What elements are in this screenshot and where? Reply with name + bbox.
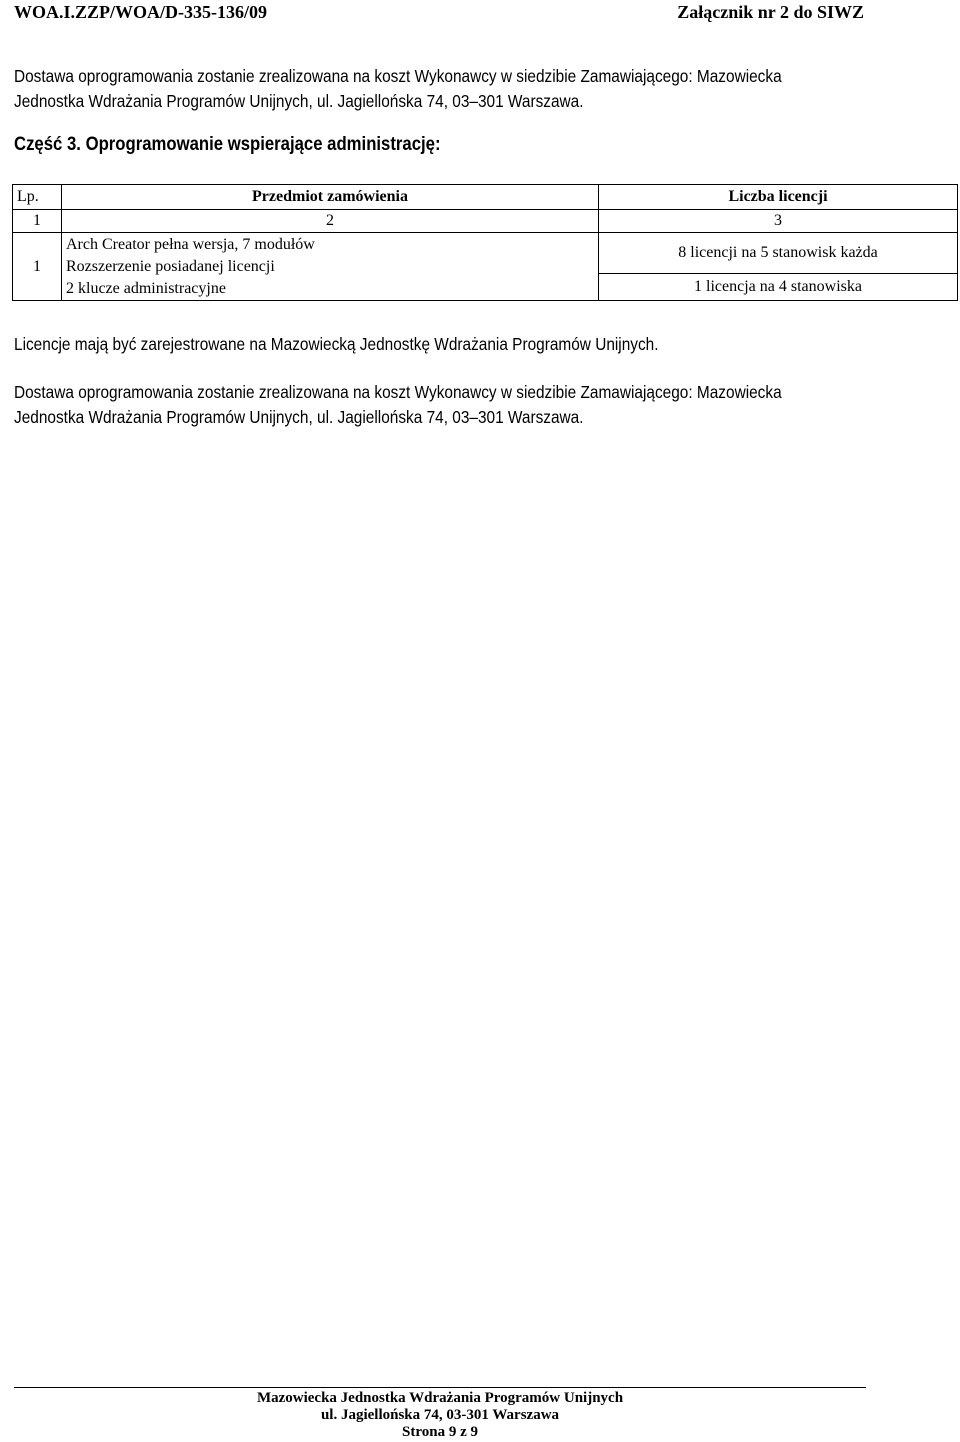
item-line-3: 2 klucze administracyjne	[66, 279, 226, 297]
table-header-row	[13, 185, 958, 210]
license-cell-1: 8 licencji na 5 stanowisk każda	[599, 233, 958, 274]
delivery-paragraph-top	[14, 64, 782, 114]
table-row	[13, 233, 958, 274]
section-heading: Część 3. Oprogramowanie wspierające administrację:	[14, 134, 441, 155]
delivery-line-1: Dostawa oprogramowania zostanie zrealizowana na koszt Wykonawcy w siedzibie Zamawiającego: Mazowiecka	[14, 66, 782, 86]
header-licenses: Liczba licencji	[599, 185, 958, 210]
annex-label: Załącznik nr 2 do SIWZ	[677, 2, 864, 22]
document-reference: WOA.I.ZZP/WOA/D-335-136/09	[14, 2, 268, 22]
number-col-2: 2	[62, 210, 599, 233]
number-col-3: 3	[599, 210, 958, 233]
footer-divider	[14, 1387, 866, 1388]
order-table	[12, 184, 958, 301]
number-col-1: 1	[13, 210, 62, 233]
footer-address: ul. Jagiellońska 74, 03-301 Warszawa	[320, 1407, 560, 1423]
header-lp: Lp.	[13, 185, 62, 210]
table-number-row	[13, 210, 958, 233]
row-items	[62, 233, 599, 301]
footer	[14, 1390, 866, 1441]
license-cell-2: 1 licencja na 4 stanowiska	[599, 274, 958, 301]
delivery-line-1: Dostawa oprogramowania zostanie zrealizowana na koszt Wykonawcy w siedzibie Zamawiającego: Mazowiecka	[14, 382, 782, 402]
item-line-1: Arch Creator pełna wersja, 7 modułów	[66, 235, 315, 253]
delivery-line-2: Jednostka Wdrażania Programów Unijnych, ul. Jagiellońska 74, 03–301 Warszawa.	[14, 91, 584, 111]
header-subject: Przedmiot zamówienia	[62, 185, 599, 210]
delivery-paragraph-bottom	[14, 380, 782, 430]
page-number: Strona 9 z 9	[402, 1424, 478, 1440]
license-note: Licencje mają być zarejestrowane na Mazowiecką Jednostkę Wdrażania Programów Unijnych.	[14, 334, 659, 354]
row-lp: 1	[13, 233, 62, 301]
delivery-line-2: Jednostka Wdrażania Programów Unijnych, ul. Jagiellońska 74, 03–301 Warszawa.	[14, 407, 584, 427]
footer-org: Mazowiecka Jednostka Wdrażania Programów Unijnych	[256, 1390, 624, 1406]
item-line-2: Rozszerzenie posiadanej licencji	[66, 257, 275, 275]
